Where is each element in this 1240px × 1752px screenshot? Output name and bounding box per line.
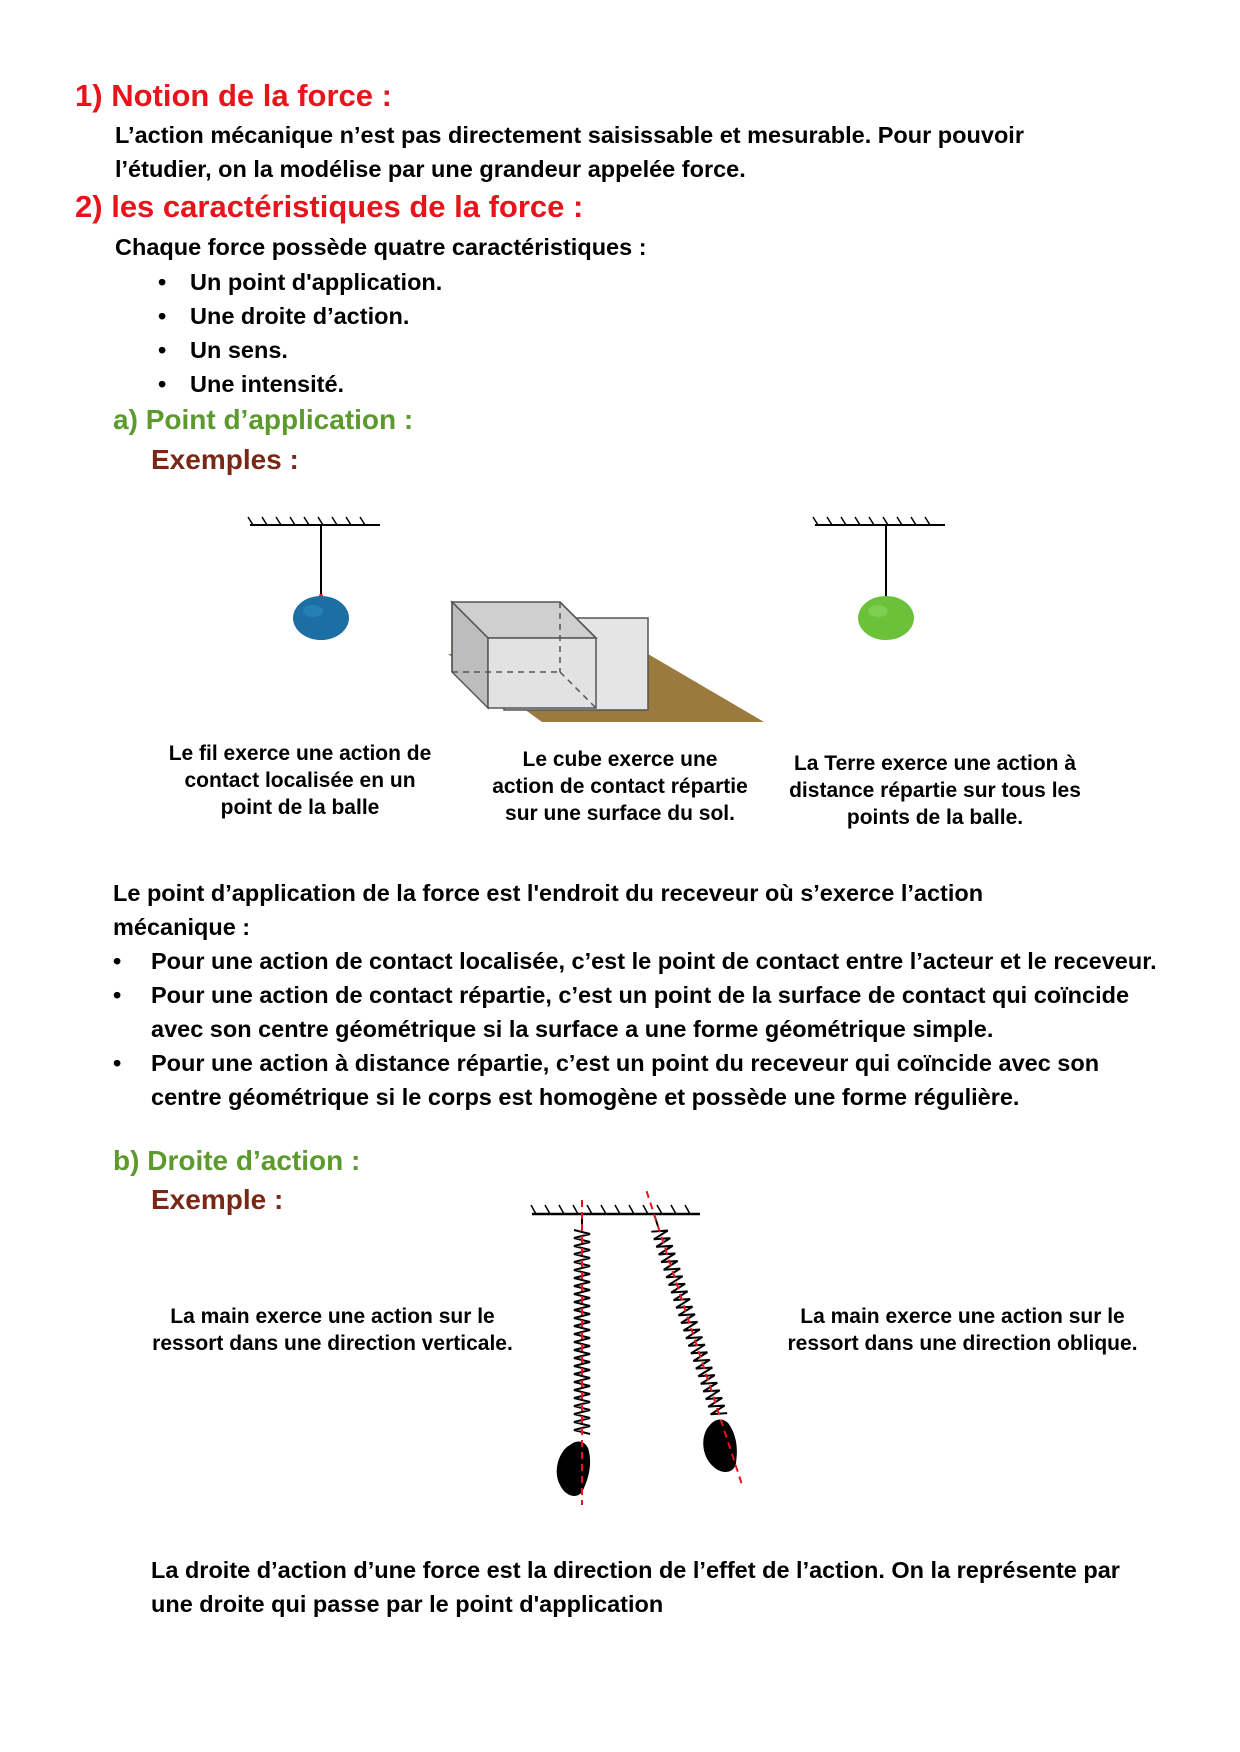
sub-b-definition: La droite d’action d’une force est la direction de l’effet de l’action. On la représente par une droite qui passe par le point d'application bbox=[151, 1557, 1120, 1617]
characteristics-list bbox=[158, 265, 442, 401]
section2-intro: Chaque force possède quatre caractéristiques : bbox=[115, 234, 647, 260]
sub-a-heading bbox=[113, 403, 413, 437]
list-item: • Pour une action de contact localisée, c’est le point de contact entre l’acteur et le receveur. bbox=[113, 948, 1157, 974]
sub-b-letter: b) bbox=[113, 1145, 140, 1176]
list-item: • Un point d'application. bbox=[158, 269, 443, 295]
blue-ball bbox=[293, 596, 349, 640]
list-item: • Une intensité. bbox=[158, 371, 345, 397]
application-point-list bbox=[113, 944, 1173, 1114]
list-item: • Pour une action à distance répartie, c’est un point du receveur qui coïncide avec son centre géométrique si le corps est homogène et possède une forme régulière. bbox=[113, 1050, 1100, 1110]
section1-text: L’action mécanique n’est pas directement saisissable et mesurable. Pour pouvoir l’étudier, on la modélise par une grandeur appelée force. bbox=[115, 122, 1024, 182]
section1-heading bbox=[75, 78, 392, 114]
example-label: Exemple : bbox=[151, 1184, 284, 1215]
section2-title: les caractéristiques de la force : bbox=[111, 189, 584, 224]
sub-a-letter: a) bbox=[113, 404, 138, 435]
caption-vertical: La main exerce une action sur le ressort dans une direction verticale. bbox=[152, 1305, 513, 1355]
cube-on-ground-figure bbox=[448, 598, 768, 730]
springs-figure bbox=[520, 1200, 720, 1505]
caption-fil: Le fil exerce une action de contact localisée en un point de la balle bbox=[168, 742, 432, 819]
vertical-spring bbox=[557, 1200, 590, 1505]
hanging-ball-blue-figure bbox=[245, 515, 385, 655]
examples-label: Exemples : bbox=[151, 444, 299, 475]
section1-title: Notion de la force : bbox=[111, 78, 392, 113]
list-item: • Une droite d’action. bbox=[158, 303, 410, 329]
hand-icon bbox=[557, 1442, 590, 1496]
oblique-spring bbox=[622, 1189, 750, 1494]
green-ball bbox=[858, 596, 914, 640]
section1-number: 1) bbox=[75, 78, 103, 113]
hanging-ball-green-figure bbox=[810, 515, 950, 655]
sub-b-title: Droite d’action : bbox=[147, 1145, 361, 1176]
sub-a-definition: Le point d’application de la force est l'endroit du receveur où s’exerce l’action mécanique : bbox=[113, 880, 984, 940]
sub-b-heading bbox=[113, 1144, 360, 1178]
sub-a-title: Point d’application : bbox=[145, 404, 414, 435]
section2-heading bbox=[75, 189, 583, 225]
caption-terre: La Terre exerce une action à distance répartie sur tous les points de la balle. bbox=[789, 752, 1081, 829]
list-item: • Un sens. bbox=[158, 337, 288, 363]
list-item: • Pour une action de contact répartie, c’est un point de la surface de contact qui coïncide avec son centre géométrique si la surface a une forme géométrique simple. bbox=[113, 982, 1130, 1042]
cube-front-face bbox=[488, 638, 596, 708]
caption-oblique: La main exerce une action sur le ressort dans une direction oblique. bbox=[787, 1305, 1138, 1355]
caption-cube: Le cube exerce une action de contact répartie sur une surface du sol. bbox=[492, 748, 748, 825]
section2-number: 2) bbox=[75, 189, 103, 224]
